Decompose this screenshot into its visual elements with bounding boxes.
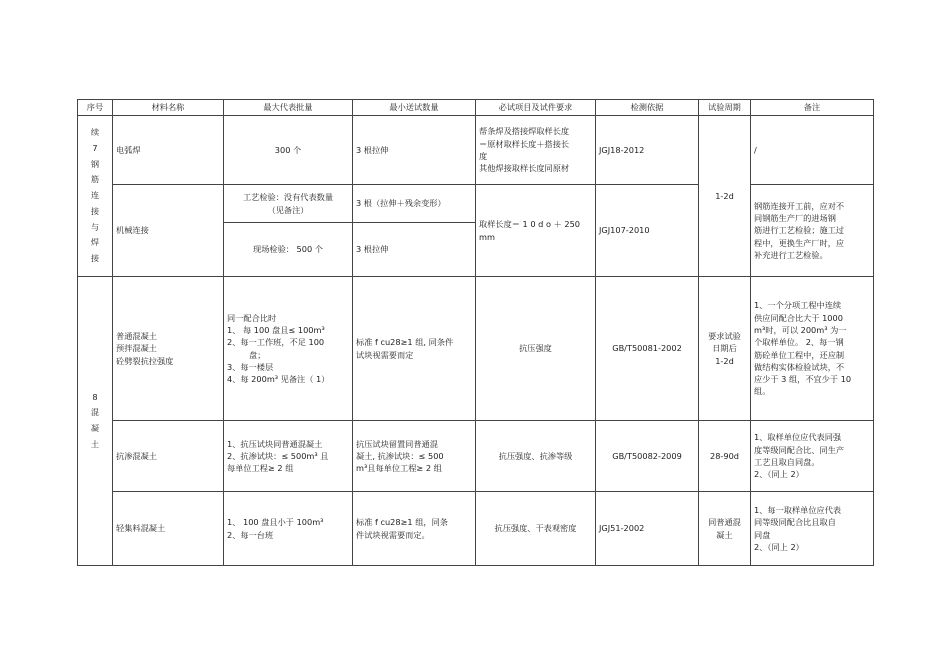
- header-cell: 最大代表批量: [224, 100, 353, 116]
- required-items: 抗压强度、干表观密度: [476, 492, 596, 566]
- min-quantity: 3 根（拉伸＋残余变形）: [353, 185, 476, 223]
- test-basis: JGJ18-2012: [596, 116, 699, 185]
- test-basis: JGJ107-2010: [596, 185, 699, 277]
- min-quantity: 标准 f cu28≥1 组, 同条件 试块视需要而定: [353, 277, 476, 421]
- remark: /: [751, 116, 874, 185]
- inspection-spec-table: [77, 99, 874, 566]
- header-cell: 检测依据: [596, 100, 699, 116]
- remark: 1、一个分项工程中连续 供应同配合比大于 1000 m³时，可以 200m³ 为一 个取样单位。 2、每一钢 筋砼单位工程中，还应制 做结构实体检验试块，不 应少于 3 组，不宜少于 10 组。: [751, 277, 874, 421]
- material-name: 机械连接: [113, 185, 224, 277]
- remark: 钢筋连接开工前，应对不 同钢筋生产厂的进场钢 筋进行工艺检验；施工过 程中，更换生产厂时，应 补充进行工艺检验。: [751, 185, 874, 277]
- required-items: 取样长度＝ 1 0 d o ＋ 250 mm: [476, 185, 596, 277]
- required-items: 抗压强度: [476, 277, 596, 421]
- material-name: 轻集料混凝土: [113, 492, 224, 566]
- section-number-8: 8 混 凝 土: [78, 277, 113, 566]
- header-cell: 备注: [751, 100, 874, 116]
- header-cell: 序号: [78, 100, 113, 116]
- max-batch: 同一配合比时 1、 每 100 盘且≤ 100m³ 2、每一工作班，不足 100 盘； 3、每一楼层 4、每 200m³ 见备注（ 1）: [224, 277, 353, 421]
- table-row: [78, 277, 874, 421]
- max-batch: 1、 100 盘且小于 100m³ 2、每一台班: [224, 492, 353, 566]
- max-batch: 现场检验： 500 个: [224, 223, 353, 277]
- header-cell: 最小送试数量: [353, 100, 476, 116]
- table-row: [78, 492, 874, 566]
- header-cell: 试验周期: [699, 100, 751, 116]
- table-row: [78, 116, 874, 185]
- test-period: 要求试验 日期后 1-2d: [699, 277, 751, 421]
- min-quantity: 3 根拉伸: [353, 116, 476, 185]
- table-header-row: [78, 100, 874, 116]
- material-name: 普通混凝土 预拌混凝土 砼劈裂抗拉强度: [113, 277, 224, 421]
- test-basis: GB/T50082-2009: [596, 421, 699, 492]
- test-basis: GB/T50081-2002: [596, 277, 699, 421]
- min-quantity: 3 根拉伸: [353, 223, 476, 277]
- required-items: 帮条焊及搭接焊取样长度 ＝原材取样长度＋搭接长 度 其他焊接取样长度同原材: [476, 116, 596, 185]
- max-batch: 工艺检验：没有代表数量 （见备注）: [224, 185, 353, 223]
- remark: 1、每一取样单位应代表 同等级同配合比且取自 同盘 2、（同上 2）: [751, 492, 874, 566]
- header-cell: 必试项目及试件要求: [476, 100, 596, 116]
- header-cell: 材料名称: [113, 100, 224, 116]
- required-items: 抗压强度、抗渗等级: [476, 421, 596, 492]
- min-quantity: 标准 f cu28≥1 组，同条 件试块视需要而定。: [353, 492, 476, 566]
- material-name: 电弧焊: [113, 116, 224, 185]
- section-number-7: 续 7 钢 筋 连 接 与 焊 接: [78, 116, 113, 277]
- min-quantity: 抗压试块留置同普通混 凝土, 抗渗试块：≤ 500 m³且每单位工程≥ 2 组: [353, 421, 476, 492]
- table-row: [78, 421, 874, 492]
- test-period: 28-90d: [699, 421, 751, 492]
- table-row: [78, 185, 874, 223]
- test-period: 同普通混 凝土: [699, 492, 751, 566]
- material-name: 抗渗混凝土: [113, 421, 224, 492]
- test-period: 1-2d: [699, 116, 751, 277]
- test-basis: JGJ51-2002: [596, 492, 699, 566]
- max-batch: 300 个: [224, 116, 353, 185]
- remark: 1、取样单位应代表同强 度等级同配合比、同生产 工艺且取自同盘。 2、（同上 2）: [751, 421, 874, 492]
- max-batch: 1、抗压试块同普通混凝土 2、抗渗试块：≤ 500m³ 且 每单位工程≥ 2 组: [224, 421, 353, 492]
